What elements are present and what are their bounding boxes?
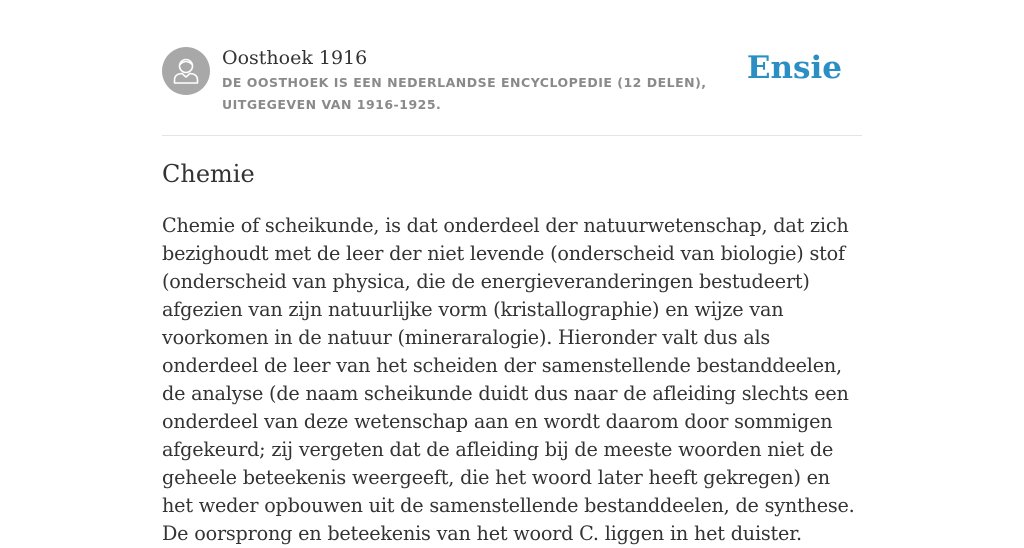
source-header [162, 46, 862, 116]
avatar[interactable] [162, 47, 210, 95]
article-title: Chemie [162, 160, 255, 188]
source-description: DE OOSTHOEK IS EEN NEDERLANDSE ENCYCLOPEDIE (12 DELEN), UITGEGEVEN VAN 1916-1925. [222, 75, 707, 112]
source-name[interactable]: Oosthoek 1916 [222, 47, 368, 69]
divider [162, 135, 862, 136]
article-body: Chemie of scheikunde, is dat onderdeel der natuurwetenschap, dat zich bezighoudt met de leer der niet levende (onderscheid van biologie) stof (onderscheid van physica, die de energieveranderingen bestudeert) afgezien van zijn natuurlijke vorm (kristallographie) en wijze van voorkomen in de natuur (mineraralogie). Hieronder valt dus als onderdeel de leer van het scheiden der samenstellende bestanddeelen, de analyse (de naam scheikunde duidt dus naar de afleiding slechts een onderdeel van deze wetenschap aan en wordt daarom door sommigen afgekeurd; zij vergeten dat de afleiding bij de meeste woorden niet de geheele beteekenis weergeeft, die het woord later heeft gekregen) en het weder opbouwen uit de samenstellende bestanddeelen, de synthese. De oorsprong en beteekenis van het woord C. liggen in het duister. [162, 214, 855, 545]
user-icon [162, 47, 210, 95]
ensie-logo[interactable]: Ensie [746, 50, 842, 86]
